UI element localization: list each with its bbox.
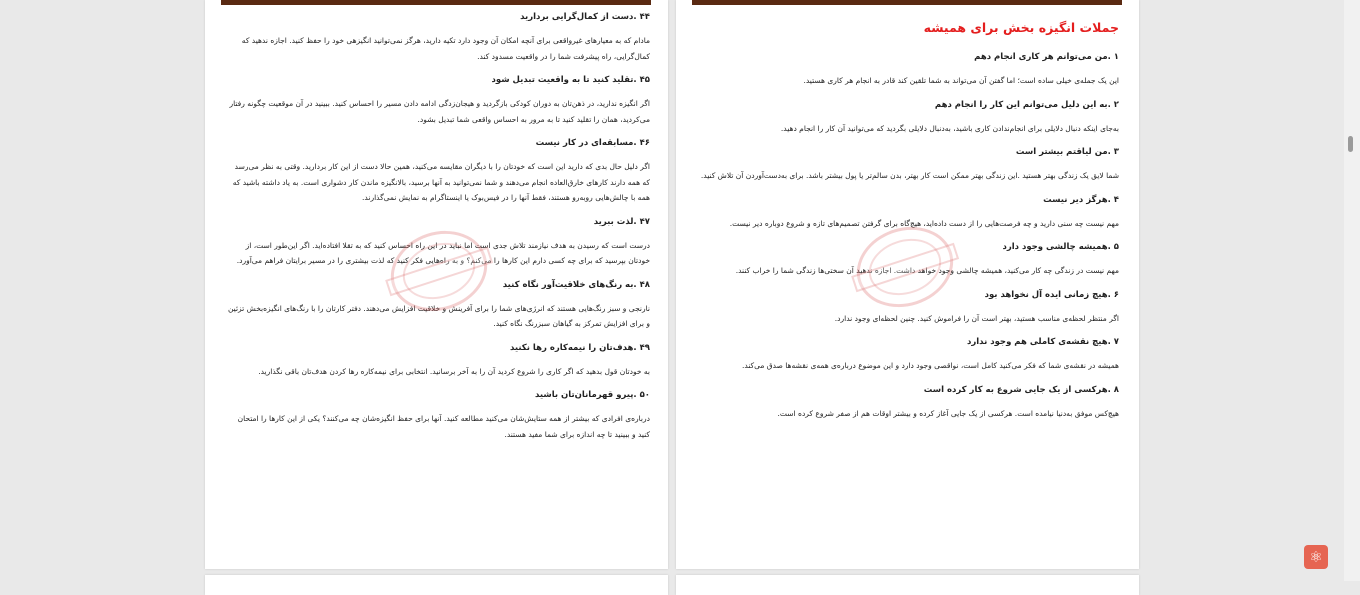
section-paragraph: درباره‌ی افرادی که بیشتر از همه ستایش‌شان می‌کنید مطالعه کنید. آنها برای حفظ انگیزه‌شان چه می‌کنند؟ یکی از این کارها را امتحان کنید و ببینید تا چه اندازه برای شما مفید هستند. [237, 414, 650, 439]
section-heading: ۱ .من می‌توانم هر کاری انجام دهم [974, 52, 1119, 62]
page-header-bar [692, 0, 1122, 5]
section-paragraph: اگر منتظر لحظه‌ی مناسب هستید، بهتر است آن را فراموش کنید. چنین لحظه‌ای وجود ندارد. [834, 313, 1119, 323]
section-heading: ۸ .هرکسی از یک جایی شروع به کار کرده است [923, 384, 1119, 395]
section-heading: ۳ .من لیاقتم بیشتر است [1015, 147, 1119, 157]
section-paragraph: این یک جمله‌ی خیلی ساده است؛ اما گفتن آن می‌تواند به شما تلقین کند قادر به انجام هر کاری هستید. [803, 76, 1119, 85]
page-content-left [227, 10, 650, 451]
section-heading: ۴۸ .به رنگ‌های خلاقیت‌آور نگاه کنید [502, 279, 650, 290]
section-heading: ۷ .هیچ نقشه‌ی کاملی هم وجود ندارد [967, 337, 1119, 347]
section-heading: ۴۵ .تقلید کنید تا به واقعیت تبدیل شود [491, 75, 650, 85]
section-heading: ۲ .به این دلیل می‌توانم این کار را انجام دهم [934, 99, 1119, 110]
section-heading: ۴۶ .مسابقه‌ای در کار نیست [535, 138, 650, 148]
section-heading: ۴۹ .هدف‌تان را نیمه‌کاره رها نکنید [509, 342, 650, 353]
section-paragraph: به خودتان قول بدهید که اگر کاری را شروع کردید آن را به آخر برسانید. انتخابی برای نیمه‌کاره رها کردن هدف‌تان باقی نگذارید. [258, 366, 650, 376]
pdf-download-button[interactable] [1304, 545, 1328, 569]
page-content-right [698, 10, 1119, 430]
section-paragraph: اگر دلیل حال بدی که دارید این است که خودتان را با دیگران مقایسه می‌کنید، همین حالا دست از این کار بردارید. وقتی به نظر می‌رسد که همه دارند کارهای خارق‌العاده انجام می‌دهند و شما نمی‌توانید به آنها برسید، بالانگیزه ماندن کار دشواری است. به یاد داشته باشید که همه با چالش‌هایی روبه‌رو هستند، فقط آنها را در فیس‌بوک یا اینستاگرام به نمایش نمی‌گذارند. [232, 162, 650, 202]
section-heading: ۵۰ .پیرو قهرمانان‌تان باشید [534, 390, 650, 400]
section-paragraph: مادام که به معیارهای غیرواقعی برای آنچه امکان آن وجود دارد تکیه دارید، هرگز نمی‌توانید انگیزهی خود را حفظ کنید. اجازه ندهید که کمال‌گرایی، راه پیشرفت شما را در واقعیت مسدود کند. [241, 36, 650, 61]
section-heading: ۴۷ .لذت ببرید [593, 216, 650, 227]
section-heading: ۵ .همیشه چالشی وجود دارد [1002, 242, 1119, 252]
section-paragraph: نارنجی و سبز رنگ‌هایی هستند که انرژی‌های شما را برای آفرینش و خلاقیت افزایش می‌دهند. دفتر کارتان را با رنگ‌های انگیزه‌بخش تزئین و برای افزایش تمرکز به گیاهان سبزرنگ نگاه کنید. [227, 303, 650, 328]
section-paragraph: درست است که رسیدن به هدف نیازمند تلاش جدی است اما نباید در این راه احساس کنید که به تقلا افتاده‌اید. اگر این‌طور است، از خودتان بپرسید که برای چه کسی دارم این کارها را می‌کنم؟ و به راه‌هایی فکر کنید که لذت بیشتری را در مسیر برایتان فراهم می‌آورد. [236, 240, 650, 265]
section-paragraph: هیچ‌کس موفق به‌دنیا نیامده است. هرکسی از یک جایی آغاز کرده و بیشتر اوقات هم از صفر شروع کرده است. [777, 408, 1119, 418]
pdf-icon: ⚛ [1309, 547, 1323, 566]
document-title: جملات انگیزه بخش برای همیشه [923, 20, 1119, 35]
section-heading: ۴ .هرگز دیر نیست [1043, 194, 1119, 205]
section-heading: ۴۴ .دست از کمال‌گرایی بردارید [520, 12, 650, 22]
section-paragraph: به‌جای اینکه دنبال دلایلی برای انجام‌ندادن کاری باشید، به‌دنبال دلایلی بگردید که می‌توانید آن کار را انجام دهید. [780, 123, 1119, 133]
scrollbar-thumb[interactable] [1348, 136, 1353, 152]
section-paragraph: اگر انگیزه ندارید، در ذهن‌تان به دوران کودکی بازگردید و هیجان‌زدگی ادامه دادن مسیر را احساس کنید. ببینید در آن موقعیت چگونه رفتار می‌کردید، همان را تقلید کنید تا به مرور به احساس واقعی شما تبدیل بشود. [229, 99, 650, 124]
section-paragraph: مهم نیست در زندگی چه کار می‌کنید، همیشه چالشی وجود خواهد داشت. اجازه ندهید آن سختی‌ها زندگی شما را خراب کنند. [735, 266, 1119, 275]
section-paragraph: شما لایق یک زندگی بهتر هستید .این زندگی بهتر ممکن است کار بهتر، بدن سالم‌تر یا پول بیشتر باشد. برای به‌دست‌آوردن آن تلاش کنید. [700, 171, 1119, 180]
section-paragraph: همیشه در نقشه‌ی شما که فکر می‌کنید کامل است، نواقصی وجود دارد و این موضوع درباره‌ی همه‌ی نقشه‌ها صدق می‌کند. [741, 361, 1119, 370]
section-heading: ۶ .هیچ زمانی ایده ‌آل نخواهد بود [984, 289, 1119, 300]
page-header-bar [221, 0, 651, 5]
pdf-page-right [676, 0, 1139, 569]
pdf-page-next-right [676, 575, 1139, 595]
pdf-page-left [205, 0, 668, 569]
section-paragraph: مهم نیست چه سنی دارید و چه فرصت‌هایی را از دست داده‌اید، هیچ‌گاه برای گرفتن تصمیم‌های تازه و شروع دوباره دیر نیست. [729, 218, 1119, 228]
vertical-scrollbar[interactable] [1344, 0, 1360, 581]
pdf-page-next-left [205, 575, 668, 595]
